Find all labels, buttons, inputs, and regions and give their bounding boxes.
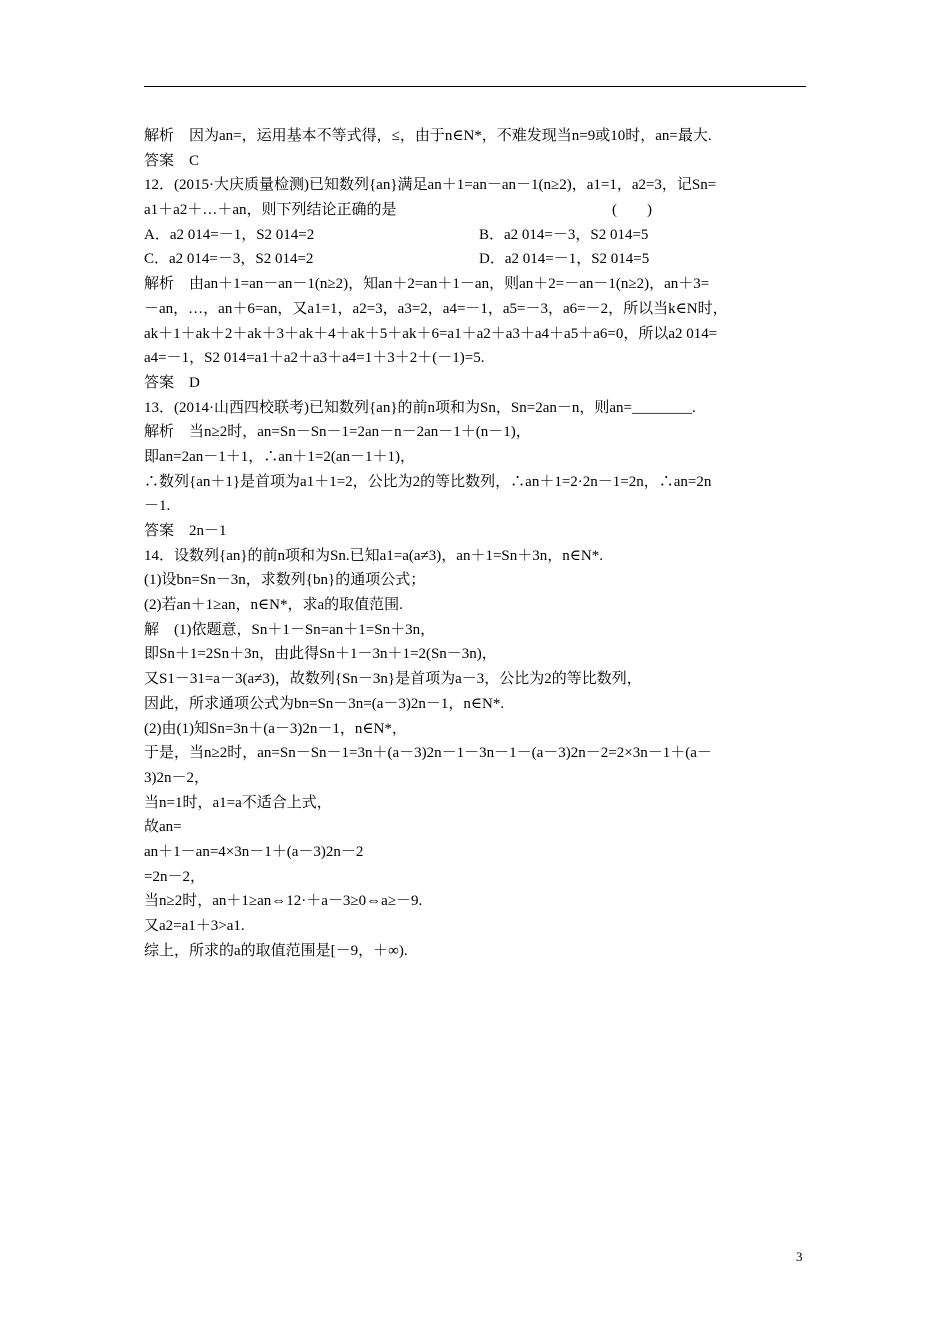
header-rule xyxy=(144,86,806,87)
text-line: 即an=2an－1＋1，∴an＋1=2(an－1＋1)， xyxy=(144,448,416,465)
text-line: 故an= xyxy=(144,819,182,836)
text-line: 解析 当n≥2时，an=Sn－Sn－1=2an－n－2an－1＋(n－1)， xyxy=(144,424,531,441)
text-line: 答案 D xyxy=(144,374,200,391)
text-line: =2n－2， xyxy=(144,868,205,885)
option-b: B．a2 014=－3，S2 014=5 xyxy=(479,226,649,243)
page-number: 3 xyxy=(796,1249,803,1264)
text-line: 当n=1时，a1=a不适合上式， xyxy=(144,794,332,811)
text-line: －1. xyxy=(144,498,171,515)
text-line: 12．(2015·大庆质量检测)已知数列{an}满足an＋1=an－an－1(n≥2)，a1=1，a2=3，记Sn= xyxy=(144,177,717,194)
text-line: 又S1－31=a－3(a≠3)，故数列{Sn－3n}是首项为a－3，公比为2的等比数列， xyxy=(144,671,642,688)
document-body xyxy=(144,124,824,963)
text-line: ak＋1＋ak＋2＋ak＋3＋ak＋4＋ak＋5＋ak＋6=a1＋a2＋a3＋a4＋a5＋a6=0，所以a2 014= xyxy=(144,325,718,342)
text-line: 综上，所求的a的取值范围是[－9，＋∞). xyxy=(144,942,408,959)
text-line: 即Sn＋1=2Sn＋3n，由此得Sn＋1－3n＋1=2(Sn－3n)， xyxy=(144,646,497,663)
text-line: a4=－1，S2 014=a1＋a2＋a3＋a4=1＋3＋2＋(－1)=5. xyxy=(144,350,485,367)
answer-blank: ( ) xyxy=(612,202,652,219)
text-line: 13．(2014·山西四校联考)已知数列{an}的前n项和为Sn，Sn=2an－n，则an=________. xyxy=(144,399,696,416)
text-line: 于是，当n≥2时，an=Sn－Sn－1=3n＋(a－3)2n－1－3n－1－(a－3)2n－2=2×3n－1＋(a－ xyxy=(144,745,712,762)
option-c: C．a2 014=－3，S2 014=2 xyxy=(144,251,314,268)
text-line: －an，…，an＋6=an，又a1=1，a2=3，a3=2，a4=－1，a5=－3，a6=－2，所以当k∈N时， xyxy=(144,300,728,317)
option-a: A．a2 014=－1，S2 014=2 xyxy=(144,226,315,243)
text-line: (2)由(1)知Sn=3n＋(a－3)2n－1，n∈N*， xyxy=(144,720,407,737)
options-row-cd xyxy=(144,247,824,272)
text-line: 答案 2n－1 xyxy=(144,523,227,539)
options-row-ab xyxy=(144,223,824,248)
text-line: ∴数列{an＋1}是首项为a1＋1=2，公比为2的等比数列，∴an＋1=2·2n－1=2n，∴an=2n xyxy=(144,473,712,490)
text-line: 答案 C xyxy=(144,152,200,169)
text-line: an＋1－an=4×3n－1＋(a－3)2n－2 xyxy=(144,843,364,860)
text-fragment: a1＋a2＋…＋an，则下列结论正确的是 xyxy=(144,202,397,219)
question-stem-line xyxy=(144,198,824,223)
text-line: 当n≥2时，an＋1≥an⇔12·＋a－3≥0⇔a≥－9. xyxy=(144,893,423,910)
text-line: (2)若an＋1≥an，n∈N*，求a的取值范围. xyxy=(144,597,403,614)
text-line: 解析 由an＋1=an－an－1(n≥2)，知an＋2=an＋1－an，则an＋2=－an－1(n≥2)，an＋3= xyxy=(144,276,710,293)
text-line: 解析 因为an=，运用基本不等式得，≤，由于n∈N*，不难发现当n=9或10时，an=最大. xyxy=(144,128,712,144)
text-line: 14．设数列{an}的前n项和为Sn.已知a1=a(a≠3)，an＋1=Sn＋3n，n∈N*. xyxy=(144,547,603,564)
option-d: D．a2 014=－1，S2 014=5 xyxy=(479,251,650,268)
text-line: (1)设bn=Sn－3n，求数列{bn}的通项公式； xyxy=(144,572,426,589)
text-line: 又a2=a1＋3>a1. xyxy=(144,918,245,934)
text-line: 因此，所求通项公式为bn=Sn－3n=(a－3)2n－1，n∈N*. xyxy=(144,695,505,712)
text-line: 3)2n－2， xyxy=(144,769,209,786)
text-line: 解 (1)依题意，Sn＋1－Sn=an＋1=Sn＋3n， xyxy=(144,621,436,638)
